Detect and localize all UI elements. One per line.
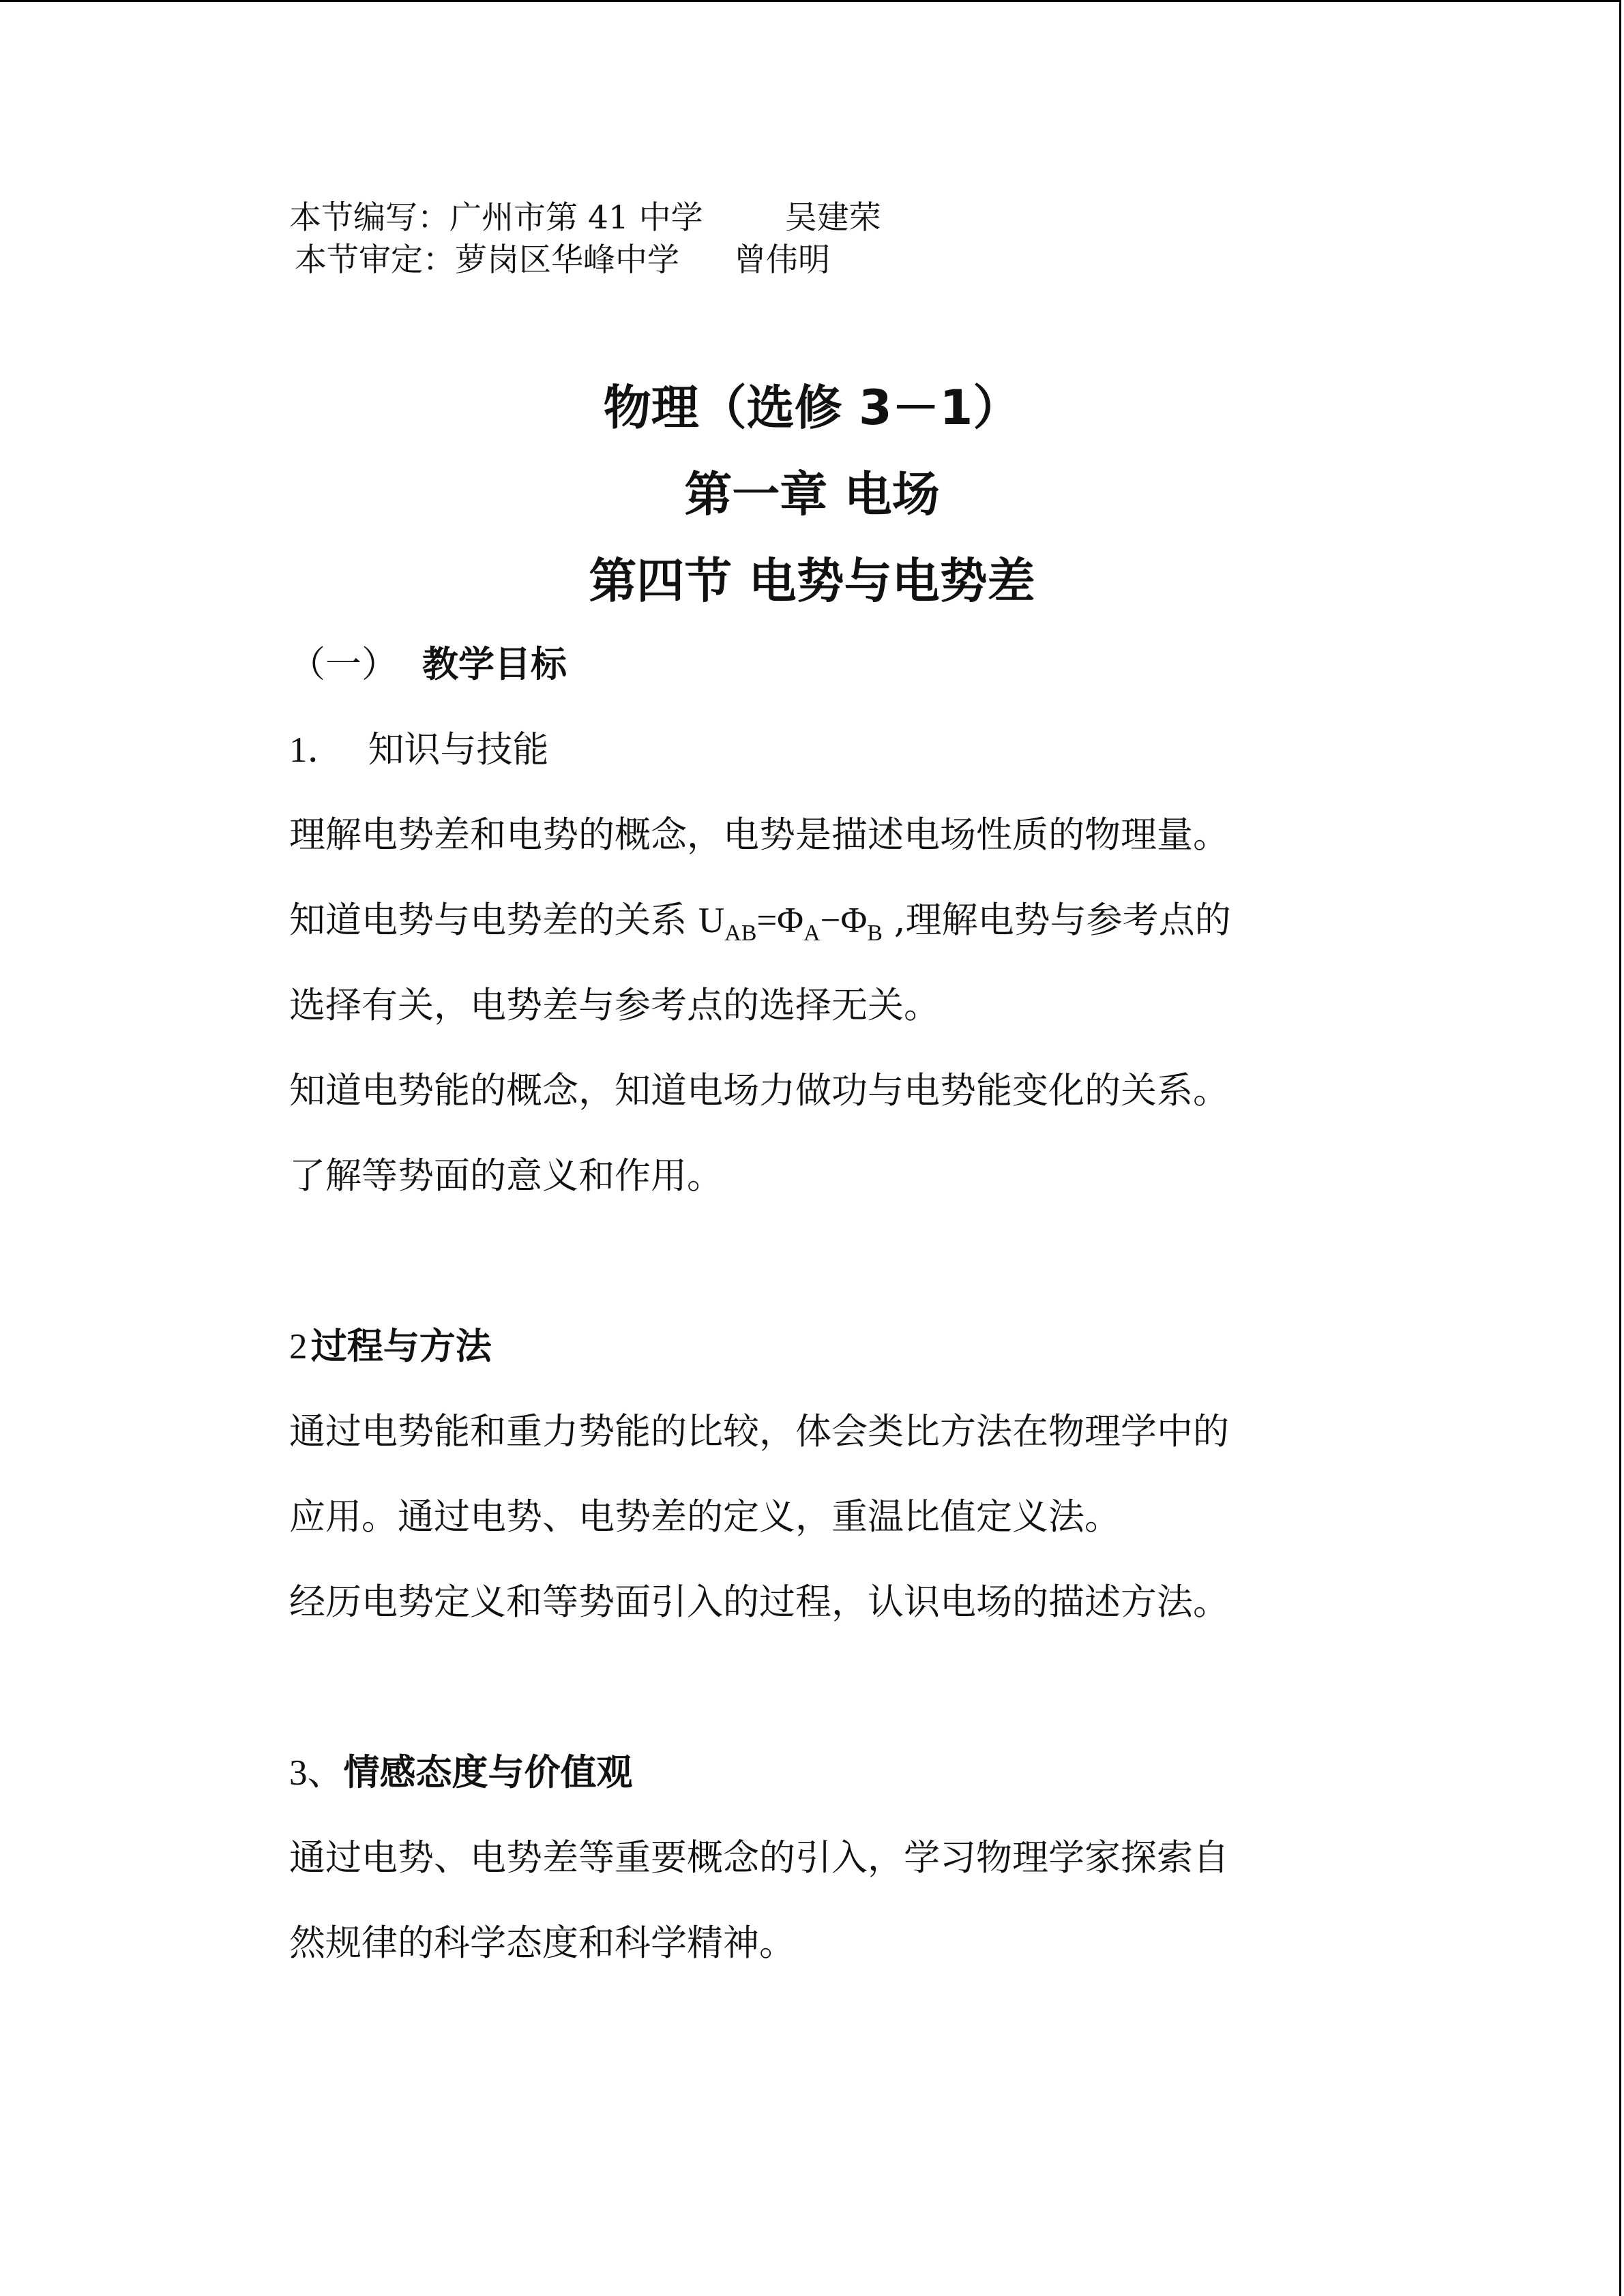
formula-minus-phi: −Φ	[820, 901, 868, 940]
knowledge-line-2-suffix: ,理解电势与参考点的	[882, 899, 1231, 941]
formula-equals-phi: =Φ	[756, 901, 804, 940]
chapter-title: 第一章 电场	[684, 466, 940, 522]
formula-u-sub: AB	[724, 921, 757, 946]
objectives-heading	[289, 646, 567, 683]
author-name: 吴建荣	[784, 199, 881, 237]
knowledge-heading-num: 1．	[289, 730, 344, 770]
author-credit	[289, 199, 881, 237]
values-heading-num: 3、	[289, 1753, 344, 1793]
process-line-1: 通过电势能和重力势能的比较，体会类比方法在物理学中的	[289, 1411, 1229, 1452]
objectives-heading-text: 教学目标	[422, 644, 567, 685]
course-title: 物理（选修 3－1）	[603, 380, 1021, 436]
knowledge-heading-text: 知识与技能	[368, 729, 549, 771]
process-heading-text: 过程与方法	[310, 1326, 492, 1367]
knowledge-line-4: 知道电势能的概念，知道电场力做功与电势能变化的关系。	[289, 1070, 1229, 1112]
reviewer-name: 曾伟明	[734, 241, 830, 279]
formula-a-sub: A	[803, 921, 821, 946]
objectives-heading-num: （一）	[289, 645, 398, 685]
reviewer-label: 本节审定：萝岗区华峰中学	[295, 241, 679, 279]
values-heading-text: 情感态度与价值观	[343, 1752, 633, 1793]
knowledge-line-5: 了解等势面的意义和作用。	[289, 1155, 723, 1197]
values-line-2: 然规律的科学态度和科学精神。	[289, 1922, 795, 1964]
process-line-2: 应用。通过电势、电势差的定义，重温比值定义法。	[289, 1496, 1121, 1538]
process-line-3: 经历电势定义和等势面引入的过程，认识电场的描述方法。	[289, 1581, 1229, 1623]
reviewer-credit	[295, 241, 830, 279]
knowledge-line-3: 选择有关，电势差与参考点的选择无关。	[289, 985, 940, 1026]
knowledge-line-2	[289, 899, 1231, 946]
process-heading	[289, 1328, 492, 1365]
process-heading-num: 2	[289, 1327, 308, 1367]
knowledge-line-1: 理解电势差和电势的概念，电势是描述电场性质的物理量。	[289, 814, 1229, 856]
potential-difference-formula	[698, 901, 883, 946]
knowledge-line-2-prefix: 知道电势与电势差的关系	[289, 899, 698, 941]
values-heading	[289, 1752, 633, 1793]
formula-b-sub: B	[867, 921, 883, 946]
author-label: 本节编写：广州市第 41 中学	[289, 199, 703, 237]
formula-u: U	[698, 901, 725, 940]
section-title: 第四节 电势与电势差	[589, 553, 1035, 609]
values-line-1: 通过电势、电势差等重要概念的引入，学习物理学家探索自	[289, 1837, 1229, 1879]
knowledge-heading	[289, 729, 549, 771]
